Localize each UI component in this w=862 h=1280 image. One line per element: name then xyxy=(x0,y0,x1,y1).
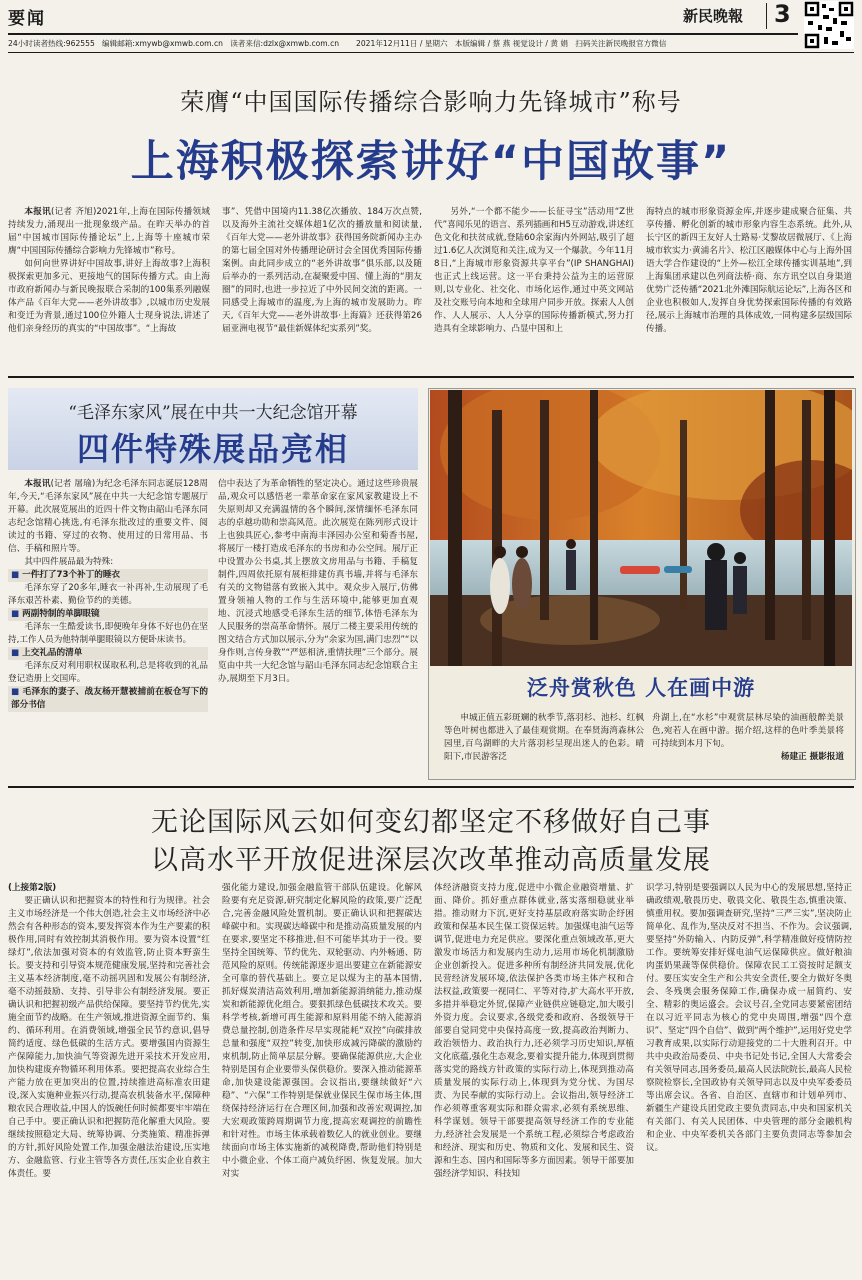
editorial-column-1 xyxy=(8,882,210,1274)
staff-credits: 本版编辑 / 蔡 燕 视觉设计 / 黄 娟 xyxy=(454,39,568,48)
lead-kicker: 荣膺“中国国际传播综合影响力先锋城市”称号 xyxy=(180,88,682,116)
exhibit-column-1 xyxy=(8,478,208,776)
masthead-rule-2 xyxy=(8,52,854,53)
exhibit-item-heading: ■ 两副特制的单脚眼镜 xyxy=(8,608,208,621)
lead-paragraph: 海特点的城市形象资源金库,并逐步建成聚合征集、共享传播、孵化创新的城市形象内容生态系统。此外,从长宁区的新四王友好人士路易·艾黎故居微展厅、《上海城市软实力·黄浦名片》、松江区融媒体中心与上海外国语大学合作建设的“上外—松江全球传播实训基地”,到上海集团承建以色列商法桥·商、东方讯空以自身渠道优势广泛传播“2021北外滩国际航运论坛”,上海各区和企业也积极如人,发挥自身优势探索国际传播的有效路径,展示上海城市治理的具体成效,一同构建多层级国际传播。 xyxy=(646,207,852,334)
exhibit-kicker: “毛泽东家风”展在中共一大纪念馆开幕 xyxy=(68,403,358,423)
photo-caption-left xyxy=(444,712,644,774)
lead-byline: 本报讯 xyxy=(24,207,51,217)
editorial-paragraph: 体经济融资支持力度,促进中小微企业融资增量、扩面、降价。抓好重点群体就业,落实落细稳就业举措。推动财力下沉,更好支持基层政府落实助企纾困政策和保基本民生保工资保运转。加强煤电油气运等调节,促进电力充足供应。要深化重点领域改革,更大激发市场活力和发展内生动力,运用市场化机制激励企业创新投入。促进多种所有制经济共同发展,优化民营经济发展环境,依法保护各类市场主体产权和合法权益,政策要一视同仁、平等对待,扩大高水平开放,多措并举稳定外贸,保障产业链供应链稳定,加大吸引外资力度。会议要求,各级党委和政府、各级领导干部要自觉同党中央保持高度一致,提高政治判断力、政治领悟力、政治执行力,还必须学习历史知识,厚植文化底蕴,强化生态观念,要着实提升能力,体现到贯彻落实党的路线方针政策的实际行动上,体现到推动高质量发展的实际行动上,体现到为党分忧、为国尽责、为民奉献的实际行动上。会议指出,领导经济工作必须尊重客观实际和群众需求,必须有系统思维、科学谋划。领导干部要提高领导经济工作的专业能力,经济社会发展是一个系统工程,必须综合考虑政治和经济、现实和历史、物质和文化、发展和民生、资源和生态、国内和国际等多方面因素。领导干部要加强经济学知识、科技知 xyxy=(434,883,634,1179)
section-label: 要闻 xyxy=(8,9,46,29)
exhibit-item-text: 毛泽东一生酷爱读书,即便晚年身体不好也仍在坚持,工作人员为他特制单腿眼镜以方便卧床读书。 xyxy=(8,622,208,645)
qr-hint: 扫码关注新民晚报官方微信 xyxy=(575,39,667,48)
lead-column-4 xyxy=(646,206,852,368)
photo-caption-right xyxy=(652,712,844,774)
photo-caption-text: 申城正值五彩斑斓的秋季节,落羽杉、池杉、红枫等色叶树也都进入了最佳观赏期。在奉贤海湾森林公园里,百鸟湖畔的大片落羽杉呈现出迷人的色彩。晴阳下,市民游客泛 xyxy=(444,713,644,762)
lead-lede: (记者 齐旭)2021年,上海在国际传播领域持续发力,涌现出一批现象级产品。在昨天举办的首届“中国城市国际传播论坛”上,上海等十座城市荣膺“中国国际传播综合影响力先锋城市”称号。 xyxy=(8,207,210,256)
exhibit-column-2 xyxy=(218,478,418,776)
editorial-headline-1: 无论国际风云如何变幻都坚定不移做好自己事 xyxy=(151,807,711,838)
editorial-column-4 xyxy=(646,882,852,1274)
section-rule xyxy=(8,376,854,378)
lead-headline: 上海积极探索讲好“中国故事” xyxy=(130,137,732,187)
editorial-paragraph: 强化能力建设,加强金融监管干部队伍建设。化解风险要有充足资源,研究制定化解风险的政策,要广泛配合,完善金融风险处置机制。要正确认识和把握碳达峰碳中和。实现碳达峰碳中和是推动高质量发展的内在要求,要坚定不移推进,但不可能毕其功于一役。要坚持全国统筹、节约优先、双轮驱动、内外畅通、防范风险的原则。传统能源逐步退出要建立在新能源安全可靠的替代基础上。要立足以煤为主的基本国情,抓好煤炭清洁高效利用,增加新能源消纳能力,推动煤炭和新能源优化组合。要狠抓绿色低碳技术攻关。要科学考核,新增可再生能源和原料用能不纳入能源消费总量控制,创造条件尽早实现能耗“双控”向碳排放总量和强度“双控”转变,加快形成减污降碳的激励约束机制,防止简单层层分解。要确保能源供应,大企业特别是国有企业要带头保供稳价。要深入推动能源革命,加快建设能源强国。会议指出,要继续做好“六稳”、“六保”工作特别是保就业保民生保市场主体,围绕保持经济运行在合理区间,加强和改善宏观调控,加大宏观政策跨周期调节力度,提高宏观调控的前瞻性和针对性。市场主体承载着数亿人的就业创业。要继续面向市场主体实施新的减税降费,帮助他们特别是中小微企业、个体工商户减负纾困、恢复发展。加大对实 xyxy=(222,883,422,1179)
exhibit-item-heading: ■ 毛泽东的妻子、战友杨开慧被捕前在板仓写下的部分书信 xyxy=(8,686,208,712)
exhibit-paragraph: 信中表达了为革命牺牲的坚定决心。通过这些珍贵展品,观众可以感悟老一辈革命家在家风家教建设上不失原则却又充满温情的各个瞬间,深情缅怀毛泽东同志的卓越功勋和崇高风范。此次展览在陈列形式设计上也独具匠心,参考中南海丰泽园办公室和菊香书屋,将展厅一楼打造成毛泽东的书房和办公空间。展厅正中设置办公书桌,其上摆放文房用品与书籍、手稿复制件,四周依托原有展柜排建仿真书墙,并将与毛泽东有关的文物错落有致嵌入其中。观众步入展厅,仿佛置身领袖人物的工作与生活环境中,能够更加直观地、沉浸式地感受毛泽东生活的细节,体悟毛泽东为人民服务的崇高革命情怀。展厅二楼主要采用传统的图文结合方式加以展示,分为“余家为国,满门忠烈”“以身作则,言传身教”“严惩相济,重情扶理”三个部分。展览由中共一大纪念馆与韶山毛泽东同志纪念馆联合主办,展期至下月3日。 xyxy=(218,479,418,684)
qr-code-icon[interactable] xyxy=(804,1,854,49)
lead-column-2 xyxy=(222,206,422,368)
issue-date: 2021年12月11日 / 星期六 xyxy=(356,39,448,48)
section-rule xyxy=(8,786,854,788)
photo-caption-text: 舟湖上,在“水杉”中观赏层林尽染的油画般醉美景色,宛若人在画中游。据介绍,这样的色叶季美景将可持续到本月下旬。 xyxy=(652,713,844,749)
reader-email: 读者来信:dzlx@xmwb.com.cn xyxy=(230,39,340,48)
exhibit-paragraph: 其中四件展品最为特殊: xyxy=(24,557,114,567)
autumn-lake-photo xyxy=(430,390,852,666)
masthead-info-line xyxy=(8,38,666,49)
paper-name: 新民晚報 xyxy=(683,7,744,25)
editor-email: 编辑邮箱:xmywb@xmwb.com.cn xyxy=(102,39,223,48)
page-number: 3 xyxy=(774,0,791,28)
hotline: 24小时读者热线:962555 xyxy=(8,39,95,48)
exhibit-byline: 本报讯 xyxy=(24,479,51,489)
editorial-headline-2: 以高水平开放促进深层次改革推动高质量发展 xyxy=(151,845,711,876)
exhibit-item-text: 毛泽东穿了20多年,睡衣一补再补,生动展现了毛泽东艰苦朴素、勤俭节约的美德。 xyxy=(8,583,208,606)
exhibit-item-text: 毛泽东反对利用职权谋取私利,总是将收到的礼品登记造册上交国库。 xyxy=(8,661,208,684)
masthead-rule xyxy=(8,33,798,35)
exhibit-item-heading: ■ 一件打了73个补丁的睡衣 xyxy=(8,569,208,582)
lead-column-3 xyxy=(434,206,634,368)
lead-column-1 xyxy=(8,206,210,368)
photo-title: 泛舟赏秋色 人在画中游 xyxy=(526,676,756,700)
editorial-paragraph: 识学习,特别是要强调以人民为中心的发展思想,坚持正确政绩观,敬畏历史、敬畏文化、敬畏生态,慎重决策、慎重用权。要加强调查研究,坚持“三严三实”,坚决防止简单化、乱作为,坚决反对不担当、不作为。会议强调,要坚持“外防输入、内防反弹”,科学精准做好疫情防控工作。要统筹安排好煤电油气运保障供应。做好粮油肉蛋奶果蔬等保供稳价。保障农民工工资按时足额支付。要压实安全生产和公共安全责任,要全力做好冬奥会、冬残奥会服务保障工作,确保办成一届简约、安全、精彩的奥运盛会。会议号召,全党同志要紧密团结在以习近平同志为核心的党中央周围,增强“四个意识”、坚定“四个自信”、做到“两个维护”,运用好党史学习教育成果,以实际行动迎接党的二十大胜利召开。中共中央政治局委员、中央书记处书记,全国人大常委会有关领导同志,国务委员,最高人民法院院长,最高人民检察院检察长,全国政协有关领导同志以及中央军委委员等出席会议。各省、自治区、直辖市和计划单列市、新疆生产建设兵团党政主要负责同志,中央和国家机关有关部门、有关人民团体、中央管理的部分金融机构和企业、中央军委机关各部门主要负责同志等参加会议。 xyxy=(646,883,852,1153)
exhibit-headline: 四件特殊展品亮相 xyxy=(76,430,349,468)
masthead-divider xyxy=(766,3,767,29)
editorial-paragraph: 要正确认识和把握资本的特性和行为规律。社会主义市场经济是一个伟大创造,社会主义市场经济中必然会有各种形态的资本,要发挥资本作为生产要素的积极作用,同时有效控制其消极作用。要为资本设置“红绿灯”,依法加强对资本的有效监管,防止资本野蛮生长。要支持和引导资本规范健康发展,坚持和完善社会主义基本经济制度,毫不动摇巩固和发展公有制经济,毫不动摇鼓励、支持、引导非公有制经济发展。要正确认识和把握初级产品供给保障。要坚持节约优先,实施全面节约战略。在生产领域,推进资源全面节约、集约、循环利用。在消费领域,增强全民节约意识,倡导简约适度、绿色低碳的生活方式。要增强国内资源生产保障能力,加快油气等资源先进开采技术开发应用,加快构建废弃物循环利用体系。要把提高农业综合生产能力放在更加突出的位置,持续推进高标准农田建设,深入实施种业振兴行动,提高农机装备水平,保障种粮农民合理收益,中国人的饭碗任何时候都要牢牢端在自己手中。要正确认识和把握防范化解重大风险。要继续按照稳定大局、统筹协调、分类施策、精准拆弹的方针,抓好风险处置工作,加强金融法治建设,压实地方、金融监管、行业主管等各方责任,压实企业自救主体责任。要 xyxy=(8,896,210,1179)
exhibit-lede: (记者 屠瑜)为纪念毛泽东同志诞辰128周年,今天,“毛泽东家风”展在中共一大纪念馆专题展厅开幕。此次展览展出的近四十件文物由韶山毛泽东同志纪念馆精心挑选,有毛泽东批改过的重要文件、阅读过的书籍、穿过的衣物、使用过的日常用品、书信、手稿和照片等。 xyxy=(8,479,208,554)
lead-paragraph: 另外,“一个都不能少——长征寻宝”活动用“Z世代”喜闻乐见的语言、系列插画和H5互动游戏,讲述红色文化和扶贫成就,登陆60余家海内外网站,吸引了超过1.6亿人次浏览和关注,成为又一个爆款。今年11月8日,“上海城市形象资源共享平台”(IP SHANGHAI)也正式上线运营。这一平台秉持公益为主的运营原则,以专业化、社交化、市场化运作,通过中英文网站及社交账号向本地和全球用户同步开放。探索人人创作、人人展示、人人分享的国际传播新模式,努力打造具有全球影响力、凸显中国和上 xyxy=(434,207,634,334)
editorial-column-2 xyxy=(222,882,422,1274)
continuation-note: (上接第2版) xyxy=(8,883,57,893)
photo-credit: 杨建正 摄影报道 xyxy=(780,752,844,762)
editorial-column-3 xyxy=(434,882,634,1274)
lead-paragraph: 如何向世界讲好中国故事,讲好上海故事?上海积极探索更加多元、更接地气的国际传播方式。由上海市政府新闻办与新民晚报联合采制的100集系列融媒体产品《百年大党——老外讲故事》,以城市历史发展和变迁为背景,通过100位外籍人士现身说法,讲述了他们亲身经历的真实的“中国故事”。“上海故 xyxy=(8,259,210,334)
exhibit-item-heading: ■ 上交礼品的清单 xyxy=(8,647,208,660)
lead-paragraph: 事”、凭借中国境内11.38亿次播放、184万次点赞,以及海外主流社交媒体超1亿次的播放量和阅读量,《百年大党——老外讲故事》获得国务院新闻办主办的第七届全国对外传播理论研讨会全国优秀国际传播案例。由此同步成立的“老外讲故事”俱乐部,以及随后举办的一系列活动,在凝聚爱中国、懂上海的“朋友圈”的同时,也进一步拉近了中外民间交流的距离。一同感受上海城市的温度,为上海的城市发展助力。昨天,《百年大党——老外讲故事·上海篇》还获得第26届亚洲电视节“最佳新媒体纪实系列”奖。 xyxy=(222,207,422,334)
